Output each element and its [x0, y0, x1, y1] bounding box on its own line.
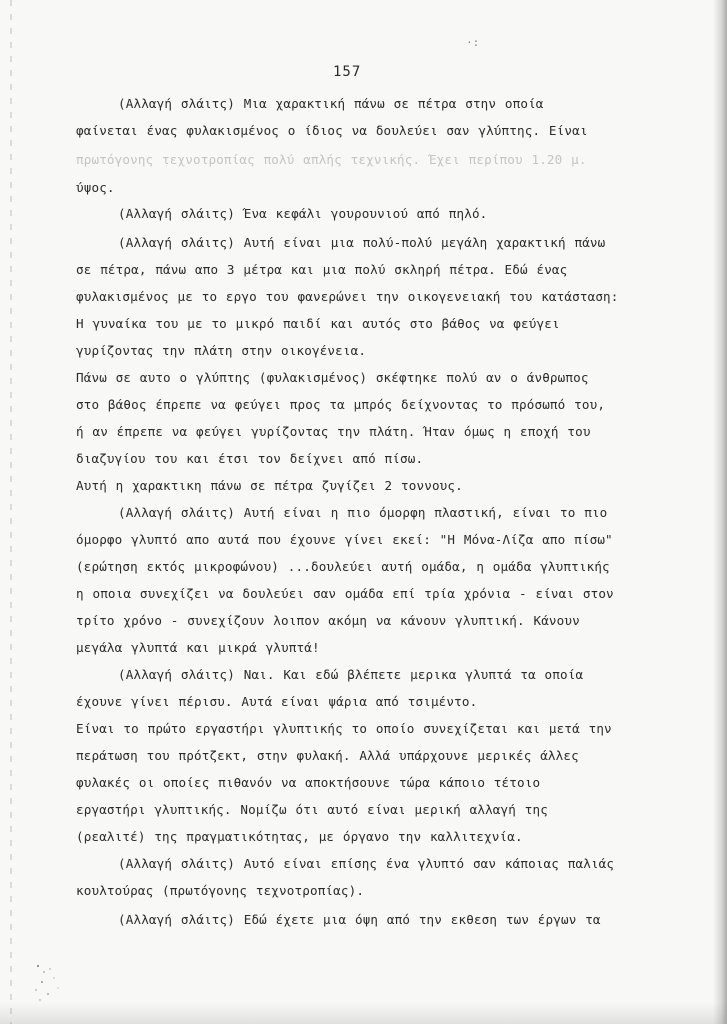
- scan-specks: [30, 960, 90, 1010]
- text-line: (Αλλαγή σλάιτς) Εδώ έχετε μια όψη από την εκθεση των έργων τα: [118, 912, 601, 927]
- text-line: φαίνεται ένας φυλακισμένος ο ίδιος να δουλεύει σαν γλύπτης. Είναι: [76, 123, 588, 138]
- text-line: (Αλλαγή σλάιτς) Αυτό είναι επίσης ένα γλυπτό σαν κάποιας παλιάς: [118, 856, 615, 871]
- text-line: εργαστήρι γλυπτικής. Νομίζω ότι αυτό είναι μερική αλλαγή της: [76, 802, 548, 817]
- text-line: τρίτο χρόνο - συνεχίζουν λοιπον ακόμη να κάνουν γλυπτική. Κάνουν: [76, 613, 580, 628]
- text-line: όμορφο γλυπτό απο αυτά που έχουνε γίνει εκεί: "Η Μόνα-Λίζα απο πίσω": [76, 532, 613, 547]
- text-line: Πάνω σε αυτο ο γλύπτης (φυλακισμένος) σκέφτηκε πολύ αν ο άνθρωπος: [76, 370, 589, 385]
- text-line: Η γυναίκα του με το μικρό παιδί και αυτός στο βάθος να φεύγει: [76, 316, 560, 331]
- right-scan-shadow: [713, 0, 727, 1024]
- text-line: περάτωση του πρότζεκτ, στην φυλακή. Αλλά υπάρχουνε μερικές άλλες: [76, 748, 579, 763]
- text-line: (ερώτηση εκτός μικροφώνου) ...δουλεύει αυτή ομάδα, η ομάδα γλυπτικής: [76, 559, 610, 574]
- top-mark: ·:: [466, 36, 480, 49]
- text-line: (Αλλαγή σλάιτς) Ναι. Και εδώ βλέπετε μερικα γλυπτά τα οποία: [118, 667, 584, 682]
- text-line: (Αλλαγή σλάιτς) Αυτή είναι μια πολύ-πολύ μεγάλη χαρακτική πάνω: [118, 235, 606, 250]
- text-line: ή αν έπρεπε να φεύγει γυρίζοντας την πλάτη. Ήταν όμως η εποχή του: [76, 424, 591, 439]
- text-line: μεγάλα γλυπτά και μικρά γλυπτά!: [76, 640, 320, 655]
- text-line: στο βάθος έπρεπε να φεύγει προς τα μπρός δείχνοντας το πρόσωπό του,: [76, 397, 606, 412]
- page-number: 157: [333, 64, 362, 80]
- text-line: (Αλλαγή σλάιτς) Μια χαρακτική πάνω σε πέτρα στην οποία: [118, 96, 544, 111]
- text-line: (Αλλαγή σλάιτς) Ένα κεφάλι γουρουνιού από πηλό.: [118, 206, 488, 221]
- bottom-scan-shadow: [0, 1002, 727, 1024]
- text-line: Είναι το πρώτο εργαστήρι γλυπτικής το οποίο συνεχίζεται και μετά την: [76, 721, 612, 736]
- text-line: γυρίζοντας την πλάτη στην οικογένεια.: [76, 343, 367, 358]
- text-line-faint: πρωτόγονης τεχνοτροπίας πολύ απλής τεχνικής. Έχει περίπου 1.20 μ.: [76, 152, 587, 167]
- text-line: η οποια συνεχίζει να δουλεύει σαν ομάδα επί τρία χρόνια - είναι στον: [76, 586, 614, 601]
- text-line: σε πέτρα, πάνω απο 3 μέτρα και μια πολύ σκληρή πέτρα. Εδώ ένας: [76, 262, 568, 277]
- text-line: Αυτή η χαρακτικη πάνω σε πέτρα ζυγίζει 2 τοννους.: [76, 478, 463, 493]
- text-line: φυλακές οι οποίες πιθανόν να αποκτήσουνε τώρα κάποιο τέτοιο: [76, 775, 541, 790]
- text-line: διαζυγίου του και έτσι τον δείχνει από πίσω.: [76, 451, 424, 466]
- text-line: ύψος.: [76, 180, 115, 195]
- text-line: (Αλλαγή σλάιτς) Αυτή είναι η πιο όμορφη πλαστική, είναι το πιο: [118, 505, 608, 520]
- text-line: φυλακισμένος με το εργο του φανερώνει την οικογενειακή του κατάσταση:: [76, 289, 619, 304]
- text-line: κουλτούρας (πρωτόγονης τεχνοτροπίας).: [76, 883, 365, 898]
- text-line: (ρεαλιτέ) της πραγματικότητας, με όργανο την καλλιτεχνία.: [76, 829, 523, 844]
- text-line: έχουνε γίνει πέρισυ. Αυτά είναι ψάρια από τσιμέντο.: [76, 694, 478, 709]
- left-punch-edge: [10, 0, 12, 1024]
